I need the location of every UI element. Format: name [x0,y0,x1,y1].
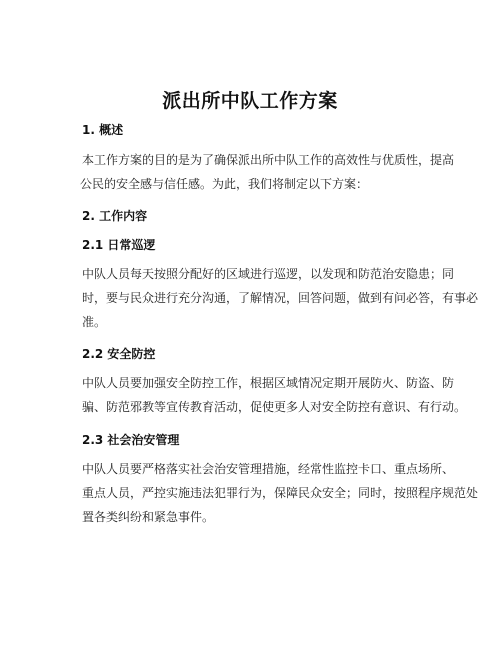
section-paragraph-public-order [82,457,479,529]
document-title: 派出所中队工作方案 [162,90,338,112]
section-heading-public-order: 2.3 社会治安管理 [82,433,180,447]
paragraph-line: 本工作方案的目的是为了确保派出所中队工作的高效性与优质性，提高 [82,153,455,167]
paragraph-line: 准。 [82,315,107,329]
paragraph-line: 公民的安全感与信任感。为此，我们将制定以下方案： [80,177,369,191]
section-heading-work-content: 2. 工作内容 [82,209,148,223]
section-paragraph-daily-patrol [82,262,479,334]
paragraph-line: 中队人员要严格落实社会治安管理措施，经常性监控卡口、重点场所、 [82,462,455,476]
paragraph-line: 骗、防范邪教等宣传教育活动，促使更多人对安全防控有意识、有行动。 [82,400,467,414]
paragraph-line: 中队人员要加强安全防控工作，根据区域情况定期开展防火、防盗、防 [82,376,455,390]
paragraph-line: 置各类纠纷和紧急事件。 [82,510,215,524]
section-paragraph-overview [80,148,455,196]
paragraph-line: 时，要与民众进行充分沟通，了解情况，回答问题，做到有问必答，有事必 [82,291,479,305]
section-heading-security-prevention: 2.2 安全防控 [82,347,156,361]
section-paragraph-security-prevention [82,371,467,419]
section-heading-overview: 1. 概述 [82,123,124,137]
section-heading-daily-patrol: 2.1 日常巡逻 [82,238,156,252]
paragraph-line: 中队人员每天按照分配好的区域进行巡逻，以发现和防范治安隐患；同 [82,267,455,281]
paragraph-line: 重点人员，严控实施违法犯罪行为，保障民众安全；同时，按照程序规范处 [82,486,479,500]
